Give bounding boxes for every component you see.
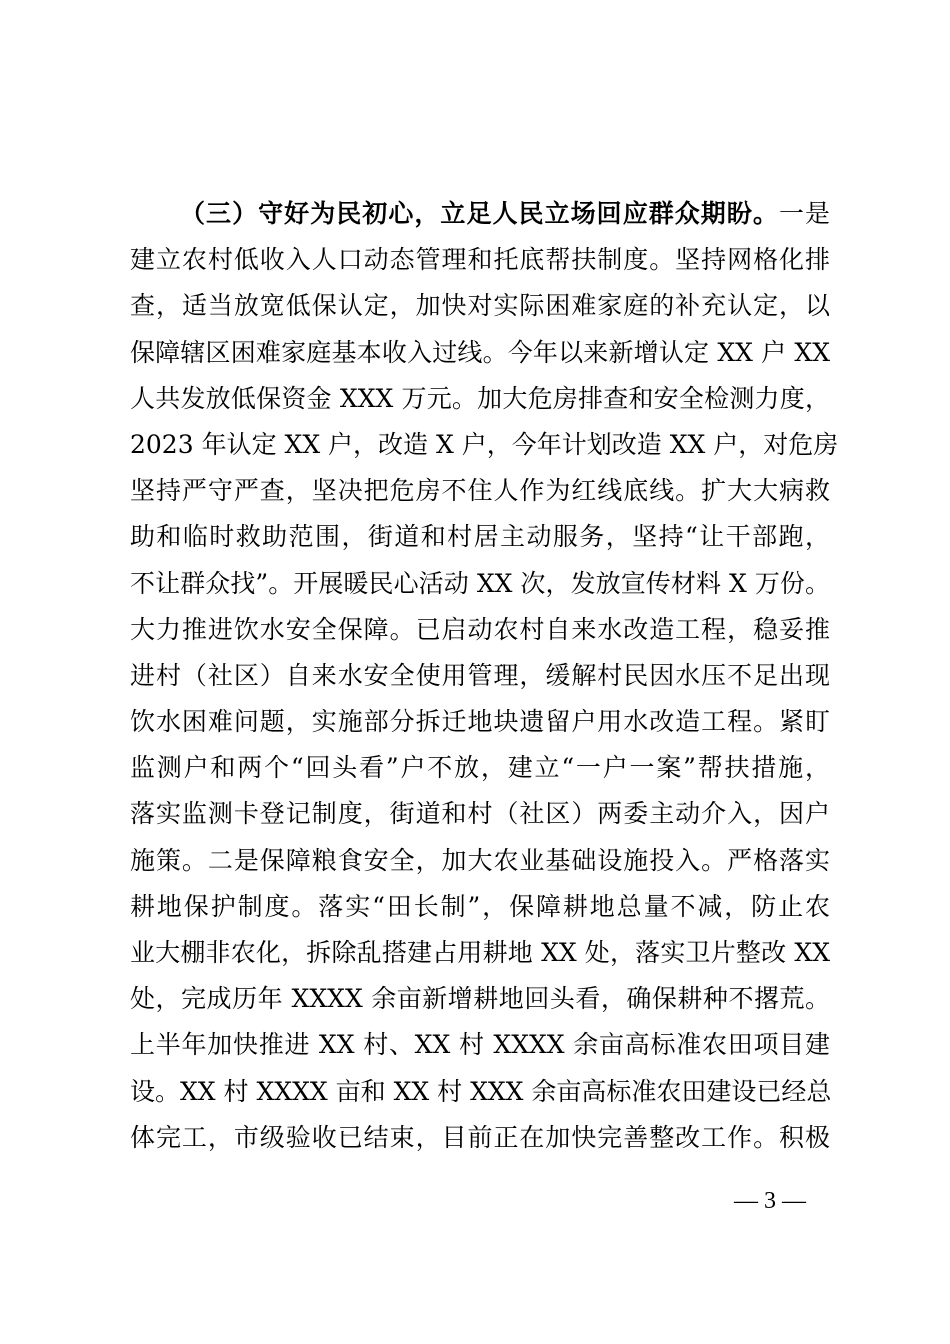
page-number: — 3 — — [734, 1188, 806, 1214]
text-line-1 — [130, 191, 830, 237]
text-line-19: 上半年加快推进 XX 村、XX 村 XXXX 余亩高标准农田项目建 — [130, 1030, 830, 1060]
body-text — [130, 191, 839, 1161]
text-line-11: 进村（社区）自来水安全使用管理，缓解村民因水压不足出现 — [130, 660, 830, 690]
text-line-10: 大力推进饮水安全保障。已启动农村自来水改造工程，稳妥推 — [130, 614, 830, 644]
text-line-14: 落实监测卡登记制度，街道和村（社区）两委主动介入，因户 — [130, 799, 830, 829]
text-line-16: 耕地保护制度。落实“田长制”，保障耕地总量不减，防止农 — [130, 891, 830, 921]
text-line-2: 建立农村低收入人口动态管理和托底帮扶制度。坚持网格化排 — [130, 245, 830, 275]
text-line-5: 人共发放低保资金 XXX 万元。加大危房排查和安全检测力度， — [130, 383, 830, 413]
text-line-17: 业大棚非农化，拆除乱搭建占用耕地 XX 处，落实卫片整改 XX — [130, 938, 830, 967]
text-line-4: 保障辖区困难家庭基本收入过线。今年以来新增认定 XX 户 XX — [130, 337, 830, 367]
text-line-12: 饮水困难问题，实施部分拆迁地块遗留户用水改造工程。紧盯 — [130, 707, 830, 737]
text-line-21: 体完工，市级验收已结束，目前正在加快完善整改工作。积极 — [130, 1122, 830, 1152]
text-line-13: 监测户和两个“回头看”户不放，建立“一户一案”帮扶措施， — [130, 753, 830, 783]
text-line-9: 不让群众找”。开展暖民心活动 XX 次，发放宣传材料 X 万份。 — [130, 568, 830, 598]
text-line-3: 查，适当放宽低保认定，加快对实际困难家庭的补充认定，以 — [130, 291, 830, 321]
text-line-6: 2023 年认定 XX 户，改造 X 户，今年计划改造 XX 户，对危房 — [130, 429, 839, 459]
text-line-18: 处，完成历年 XXXX 余亩新增耕地回头看，确保耕种不撂荒。 — [130, 984, 830, 1014]
text-line-20: 设。XX 村 XXXX 亩和 XX 村 XXX 余亩高标准农田建设已经总 — [130, 1076, 832, 1106]
text-run: 一是 — [778, 199, 830, 228]
text-line-8: 助和临时救助范围，街道和村居主动服务，坚持“让干部跑， — [130, 522, 830, 552]
section-heading: （三）守好为民初心，立足人民立场回应群众期盼。 — [180, 199, 779, 228]
text-line-15: 施策。二是保障粮食安全，加大农业基础设施投入。严格落实 — [130, 845, 830, 875]
text-line-7: 坚持严守严查，坚决把危房不住人作为红线底线。扩大大病救 — [130, 476, 830, 506]
